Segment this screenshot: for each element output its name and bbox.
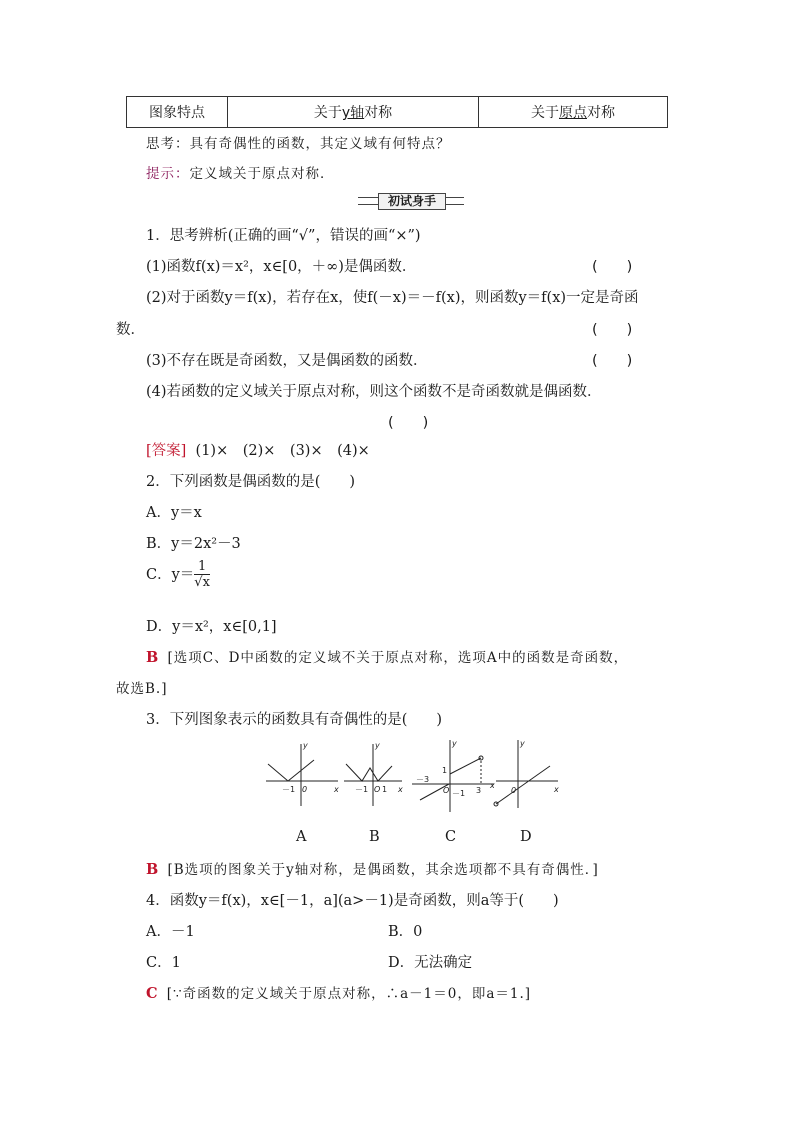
graph-label-b: B [369, 829, 380, 845]
q1-blank-2: ( ) [592, 322, 633, 338]
table-cell-y-axis: 关于y轴对称 [228, 97, 479, 128]
graph-b-tick-1: 1 [382, 785, 388, 794]
q1-blank-4: ( ) [388, 415, 429, 431]
think-question: 思考：具有奇偶性的函数，其定义域有何特点？ [146, 136, 451, 152]
graph-label-c: C [445, 829, 457, 845]
q1-blank-3: ( ) [592, 353, 633, 369]
graph-a-x-label: x [334, 785, 339, 794]
q2-option-c: C．y＝ $\frac{1}{√x}$ [146, 559, 210, 590]
q4-title: 4．函数y＝f(x)，x∈[－1，a](a>－1)是奇函数，则a等于( ) [146, 893, 559, 909]
q2-option-a: A．y＝x [146, 505, 202, 521]
graph-c-tick-1: 1 [442, 766, 448, 775]
q3-explanation: B [B选项的图象关于y轴对称，是偶函数，其余选项都不具有奇偶性．] [146, 861, 599, 878]
q4-explanation: C [∵奇函数的定义域关于原点对称，∴a－1＝0，即a＝1.] [146, 985, 532, 1002]
graph-b-y-label: y [375, 741, 380, 750]
q1-title: 1．思考辨析(正确的画“√”，错误的画“×”) [146, 228, 421, 244]
graph-c-y-label: y [452, 739, 457, 748]
banner-title: 初试身手 [378, 193, 446, 210]
q4-key: C [146, 985, 158, 1002]
q1-statement-3: (3)不存在既是奇函数，又是偶函数的函数． [146, 353, 428, 369]
graph-c-tick-neg1: －1 [452, 789, 466, 798]
graph-c-origin: O [443, 786, 450, 795]
table-cell-label: 图象特点 [127, 97, 228, 128]
q4-option-a: A．－1 [146, 924, 195, 940]
q2-option-d: D．y＝x²，x∈[0,1] [146, 619, 277, 635]
graph-d-y-label: y [520, 739, 525, 748]
parity-feature-table [126, 96, 668, 128]
graph-b-tick-neg1: －1 [355, 785, 369, 794]
q2-explanation-1: B [选项C、D中函数的定义域不关于原点对称，选项A中的函数是奇函数， [146, 649, 629, 666]
q1-statement-2b: 数． [116, 322, 145, 338]
graph-c-tick-3: 3 [476, 786, 482, 795]
q2-option-b: B．y＝2x²－3 [146, 536, 241, 552]
q4-option-c: C．1 [146, 955, 181, 971]
q1-blank-1: ( ) [592, 259, 633, 275]
graph-b-x-label: x [398, 785, 403, 794]
section-banner [358, 192, 464, 210]
q1-statement-4: (4)若函数的定义域关于原点对称，则这个函数不是奇函数就是偶函数． [146, 384, 602, 400]
q1-statement-2a: (2)对于函数y＝f(x)，若存在x，使f(－x)＝－f(x)，则函数y＝f(x)一定是奇函 [146, 290, 639, 306]
q1-statement-1: (1)函数f(x)＝x²，x∈[0，＋∞)是偶函数． [146, 259, 417, 275]
q4-option-b: B．0 [388, 924, 423, 940]
graph-a-origin: 0 [302, 785, 308, 794]
graph-a-tick-neg1: －1 [282, 785, 296, 794]
graph-b-origin: O [374, 785, 381, 794]
hint-text: 定义域关于原点对称． [189, 166, 335, 182]
q3-graphs [262, 736, 572, 812]
answer-label: [答案] [146, 443, 187, 459]
graph-c-x-label: x [490, 781, 495, 790]
graph-d-x-label: x [554, 785, 559, 794]
graph-a-y-label: y [303, 741, 308, 750]
q4-option-d: D．无法确定 [388, 955, 473, 971]
graph-d-origin: 0 [511, 786, 517, 795]
graph-label-a: A [296, 829, 307, 845]
table-cell-origin: 关于原点对称 [479, 97, 668, 128]
q1-answer [146, 439, 370, 460]
hint-label: 提示： [146, 166, 190, 182]
q2-explanation-2: 故选B.] [116, 681, 168, 697]
q2-key: B [146, 649, 159, 666]
graph-c-tick-neg3: －3 [416, 775, 430, 784]
q3-title: 3．下列图象表示的函数具有奇偶性的是( ) [146, 712, 443, 728]
fraction: $\frac{1}{√x}$ [194, 559, 210, 590]
q2-title: 2．下列函数是偶函数的是( ) [146, 474, 356, 490]
graph-label-d: D [520, 829, 532, 845]
q3-key: B [146, 861, 159, 878]
hint-line [146, 162, 335, 182]
answer-text: (1)× (2)× (3)× (4)× [195, 443, 370, 459]
